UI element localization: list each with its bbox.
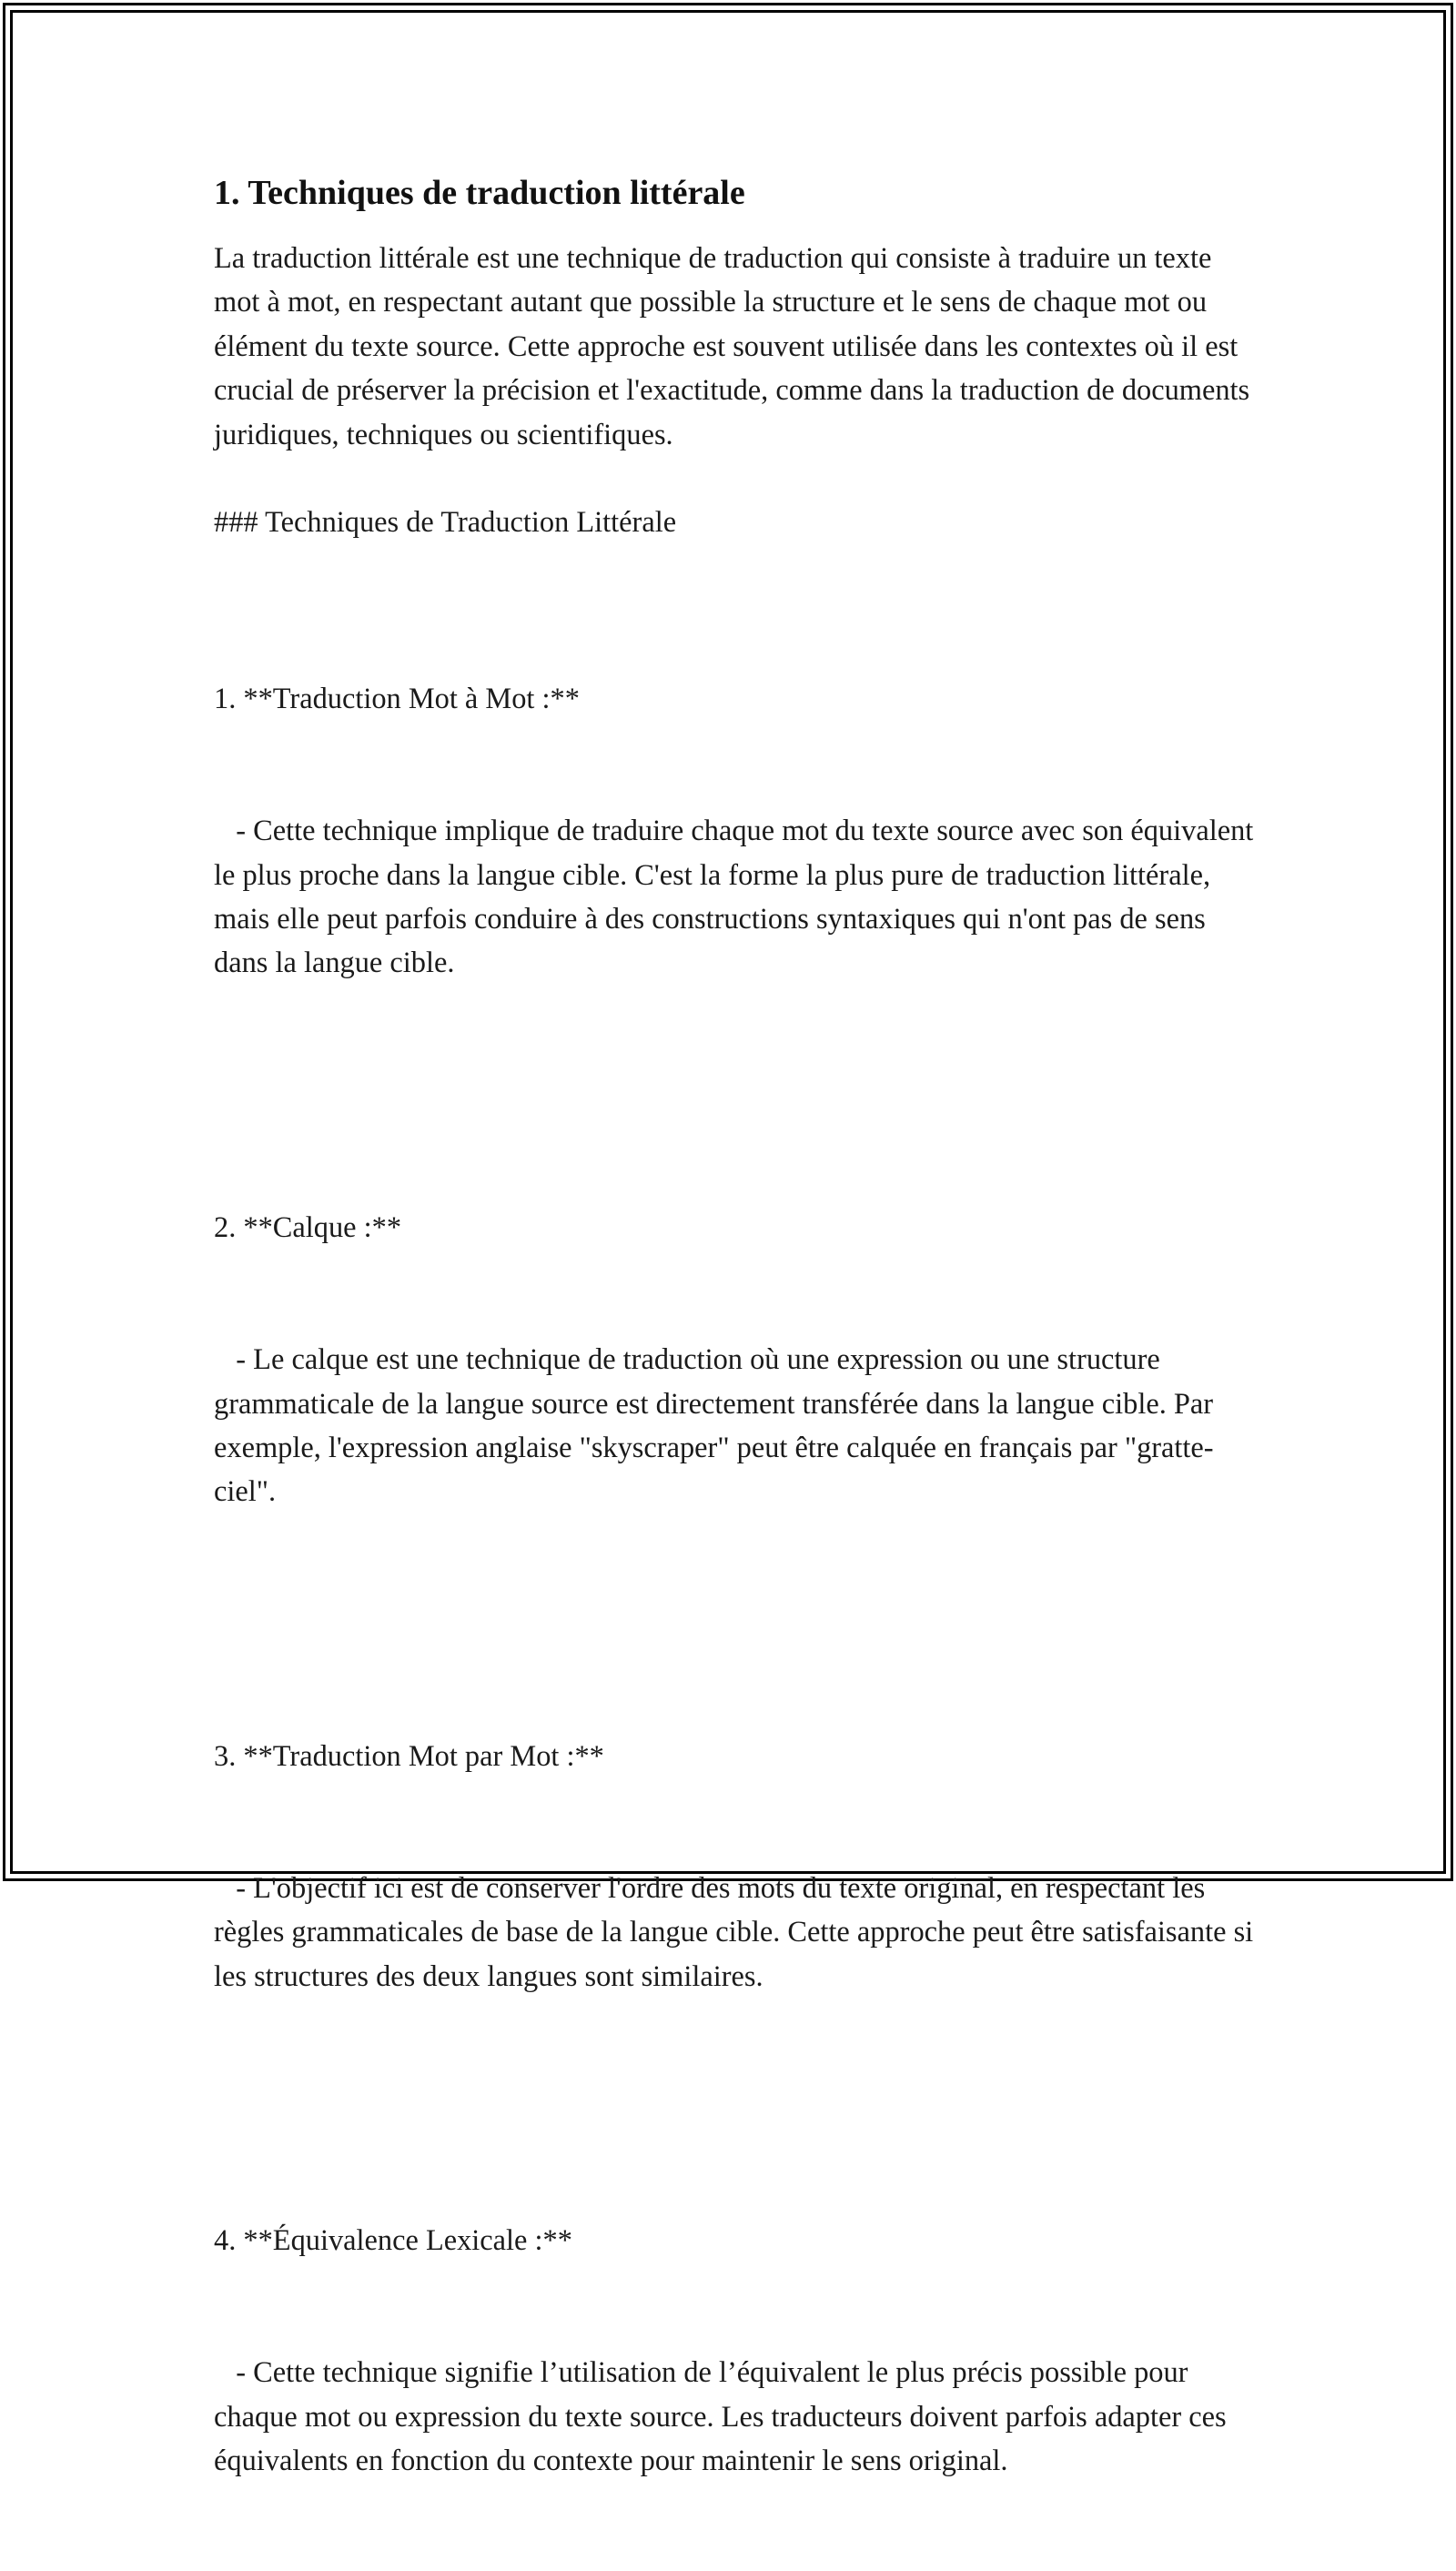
- section-heading: ### Techniques de Traduction Littérale: [214, 506, 677, 540]
- document-body: [214, 169, 1260, 2571]
- technique-item: [214, 1118, 1260, 1602]
- technique-heading: 3. **Traduction Mot par Mot :**: [214, 1739, 604, 1773]
- technique-heading: 1. **Traduction Mot à Mot :**: [214, 683, 580, 716]
- technique-item: [214, 2131, 1260, 2571]
- technique-heading: 2. **Calque :**: [214, 1210, 402, 1244]
- technique-item: [214, 589, 1260, 1073]
- intro-paragraph: La traduction littérale est une technique de traduction qui consiste à traduire un texte mot à mot, en respectant autant que possible la structure et le sens de chaque mot ou élément du texte source. Cette approche est souvent utilisée dans les contextes où il est crucial de préserver la précision et l'exactitude, comme dans la traduction de documents juridiques, techniques ou scientifiques.: [214, 242, 1258, 451]
- document-title: 1. Techniques de traduction littérale: [214, 174, 745, 212]
- technique-heading: 4. **Équivalence Lexicale :**: [214, 2224, 572, 2258]
- technique-description: - L'objectif ici est de conserver l'ordre des mots du texte original, en respectant les règles grammaticales de base de la langue cible. Cette approche peut être satisfaisante si les structures des deux langues sont similaires.: [214, 1871, 1261, 1993]
- technique-item: [214, 1646, 1260, 2087]
- technique-description: - Cette technique implique de traduire chaque mot du texte source avec son équivalent le plus proche dans la langue cible. C'est la forme la plus pure de traduction littérale, mais elle peut parfois conduire à des constructions syntaxiques qui n'ont pas de sens dans la langue cible.: [214, 815, 1261, 980]
- technique-description: - Cette technique signifie l’utilisation de l’équivalent le plus précis possible pour chaque mot ou expression du texte source. Les traducteurs doivent parfois adapter ces équivalents en fonction du contexte pour maintenir le sens original.: [214, 2356, 1234, 2478]
- technique-description: - Le calque est une technique de traduction où une expression ou une structure grammaticale de la langue source est directement transférée dans la langue cible. Par exemple, l'expression anglaise "skyscraper" peut être calquée en français par "gratte-ciel".: [214, 1343, 1221, 1509]
